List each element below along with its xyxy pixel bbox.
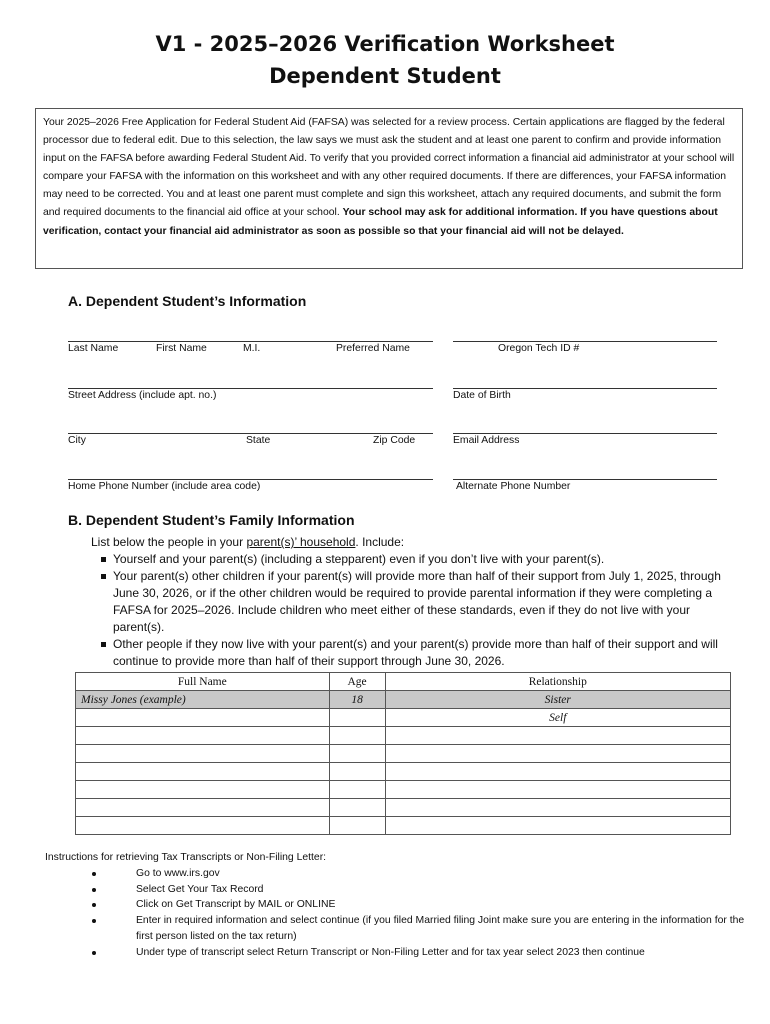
home-phone-field[interactable] — [68, 479, 433, 480]
household-bullets — [91, 551, 741, 670]
name-cell[interactable] — [76, 799, 330, 817]
full-name-header: Full Name — [76, 673, 330, 691]
alternate-phone-label: Alternate Phone Number — [456, 481, 571, 492]
name-cell[interactable] — [76, 763, 330, 781]
age-cell[interactable] — [329, 763, 385, 781]
table-row — [76, 817, 731, 835]
example-name: Missy Jones (example) — [76, 691, 330, 709]
intro-bold-1: Your school may ask for additional information — [342, 207, 575, 219]
table-row — [76, 727, 731, 745]
street-address-label: Street Address (include apt. no.) — [68, 390, 217, 401]
bullet-item: Other people if they now live with your parent(s) and your parent(s) provide more than half of their support and will continue to provide more than half of their support through June 30, 2026. — [113, 636, 741, 670]
age-header: Age — [329, 673, 385, 691]
name-cell[interactable] — [76, 709, 330, 727]
mi-label: M.I. — [243, 343, 261, 354]
name-cell[interactable] — [76, 817, 330, 835]
example-age: 18 — [329, 691, 385, 709]
relationship-cell[interactable] — [385, 745, 730, 763]
name-cell[interactable] — [76, 727, 330, 745]
household-intro-end: . Include: — [355, 535, 405, 549]
instruction-item: Click on Get Transcript by MAIL or ONLINE — [45, 897, 745, 913]
age-cell[interactable] — [329, 799, 385, 817]
relationship-cell[interactable] — [385, 817, 730, 835]
street-address-field[interactable] — [68, 388, 433, 389]
page-title: V1 - 2025–2026 Verification Worksheet — [155, 32, 615, 56]
tax-transcript-instructions — [45, 850, 745, 961]
relationship-cell[interactable] — [385, 727, 730, 745]
alternate-phone-field[interactable] — [453, 479, 717, 480]
email-field[interactable] — [453, 433, 717, 434]
intro-box — [35, 108, 743, 269]
household-instructions — [91, 534, 741, 670]
name-field[interactable] — [68, 341, 433, 342]
relationship-cell[interactable] — [385, 781, 730, 799]
preferred-name-label: Preferred Name — [336, 343, 410, 354]
instruction-item: Go to www.irs.gov — [45, 866, 745, 882]
age-cell[interactable] — [329, 709, 385, 727]
name-cell[interactable] — [76, 781, 330, 799]
date-of-birth-field[interactable] — [453, 388, 717, 389]
age-cell[interactable] — [329, 727, 385, 745]
intro-bold-2: If you have questions about verification, contact your financial aid administrator as soon as possible so that your financial aid will not be delayed. — [43, 207, 718, 237]
oregon-tech-id-label: Oregon Tech ID # — [498, 343, 580, 354]
example-row — [76, 691, 731, 709]
first-name-label: First Name — [156, 343, 207, 354]
instruction-item: Under type of transcript select Return Transcript or Non-Filing Letter and for tax year select 2023 then continue — [45, 945, 745, 961]
zip-code-label: Zip Code — [373, 435, 416, 446]
household-intro-text: List below the people in your — [91, 535, 247, 549]
household-intro-underlined: parent(s)’ household — [246, 535, 356, 549]
family-table — [75, 672, 731, 835]
date-of-birth-label: Date of Birth — [453, 390, 511, 401]
age-cell[interactable] — [329, 745, 385, 763]
table-row — [76, 781, 731, 799]
relationship-cell[interactable] — [385, 763, 730, 781]
city-label: City — [68, 435, 86, 446]
relationship-cell[interactable] — [385, 799, 730, 817]
table-header-row — [76, 673, 731, 691]
email-label: Email Address — [453, 435, 520, 446]
table-row — [76, 709, 731, 727]
section-b-heading: B. Dependent Student’s Family Information — [68, 512, 355, 528]
page-subtitle: Dependent Student — [269, 64, 501, 88]
self-relationship-cell: Self — [385, 709, 730, 727]
table-row — [76, 763, 731, 781]
age-cell[interactable] — [329, 781, 385, 799]
oregon-tech-id-field[interactable] — [453, 341, 717, 342]
state-label: State — [246, 435, 271, 446]
table-row — [76, 799, 731, 817]
section-a-heading: A. Dependent Student’s Information — [68, 293, 307, 309]
city-state-zip-field[interactable] — [68, 433, 433, 434]
instruction-item: Enter in required information and select continue (if you filed Married filing Joint make sure you are entering in the information for the first person listed on the tax return) — [45, 913, 745, 945]
home-phone-label: Home Phone Number (include area code) — [68, 481, 261, 492]
age-cell[interactable] — [329, 817, 385, 835]
instructions-list — [45, 866, 745, 961]
household-intro — [91, 534, 741, 551]
intro-text: Your 2025–2026 Free Application for Federal Student Aid (FAFSA) was selected for a review process. Certain applications are flagged by the federal processor due to federal edit. Due to this selection, the law says we must ask the student and at least one parent to confirm and provide information input on the FAFSA before awarding Federal Student Aid. To verify that you provided correct information a financial aid administrator at your school will compare your FAFSA with the information on this worksheet and with any other required documents. If there are differences, your FAFSA information may need to be corrected. You and at least one parent must complete and sign this worksheet, attach any required documents, and submit the form and required documents to the financial aid office at your school. — [43, 117, 735, 219]
bullet-item: Your parent(s) other children if your parent(s) will provide more than half of their support from July 1, 2025, through June 30, 2026, or if the other children would be required to provide parental information if they were completing a FAFSA for 2025–2026. Include children who meet either of these standards, even if they do not live with your parent(s). — [113, 568, 741, 636]
instruction-item: Select Get Your Tax Record — [45, 882, 745, 898]
instructions-heading: Instructions for retrieving Tax Transcripts or Non-Filing Letter: — [45, 852, 327, 863]
name-cell[interactable] — [76, 745, 330, 763]
table-row — [76, 745, 731, 763]
example-relationship: Sister — [385, 691, 730, 709]
bullet-item: Yourself and your parent(s) (including a stepparent) even if you don’t live with your parent(s). — [113, 551, 741, 568]
intro-mid: . — [574, 207, 581, 219]
relationship-header: Relationship — [385, 673, 730, 691]
last-name-label: Last Name — [68, 343, 119, 354]
